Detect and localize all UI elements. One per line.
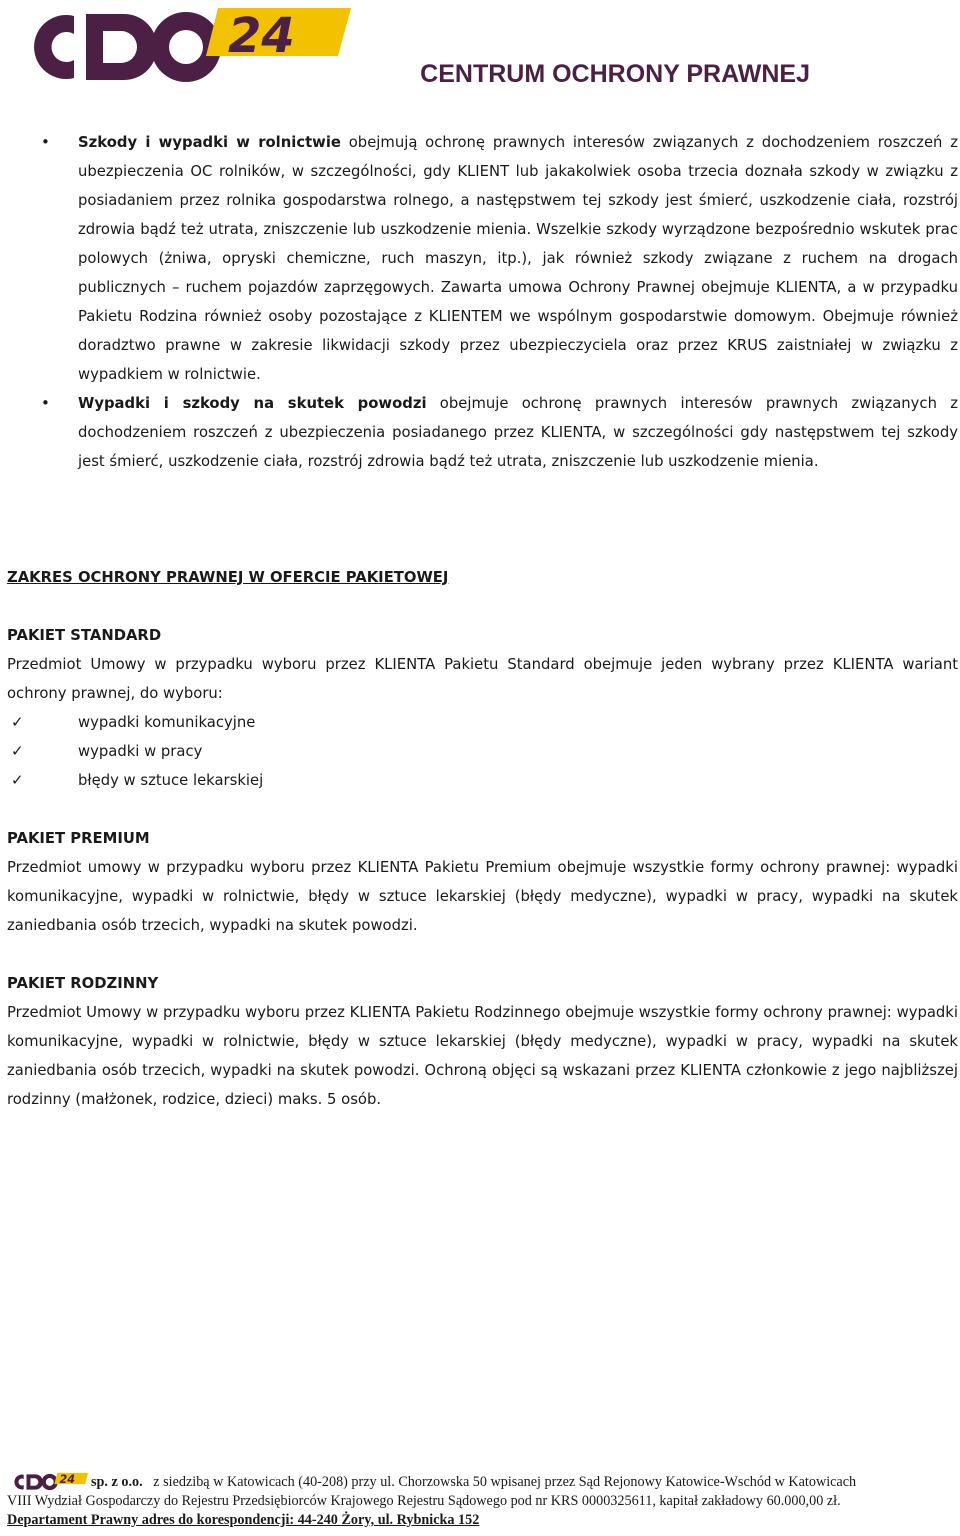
- package-standard-options: [7, 708, 958, 795]
- section-title: ZAKRES OCHRONY PRAWNEJ W OFERCIE PAKIETOWEJ: [7, 569, 449, 586]
- footer-line-2: VIII Wydział Gospodarczy do Rejestru Przedsiębiorców Krajowego Rejestru Sądowego pod nr KRS 0000325611, kapitał zakładowy 60.000,00 zł.: [7, 1493, 841, 1509]
- option-label: wypadki komunikacyjne: [78, 714, 256, 731]
- bullet-text: obejmuje ochronę prawnych interesów prawnych związanych z dochodzeniem roszczeń z ubezpieczenia posiadanego przez KLIENTA, w szczególności gdy następstwem tej szkody jest śmierć, uszkodzenie ciała, rozstrój zdrowia bądź też utrata, zniszczenie lub uszkodzenie mienia.: [78, 395, 958, 470]
- bullet-text: obejmują ochronę prawnych interesów związanych z dochodzeniem roszczeń z ubezpieczenia OC rolników, w szczególności, gdy KLIENT lub jakakolwiek osoba trzecia doznała szkody w związku z posiadaniem przez rolnika gospodarstwa rolnego, a następstwem tej szkody jest śmierć, uszkodzenie ciała, rozstrój zdrowia bądź też utrata, zniszczenie lub uszkodzenie mienia. Wszelkie szkody wyrządzone bezpośrednio wskutek prac polowych (żniwa, opryski chemiczne, ruch maszyn, itp.), jak również szkody związane z ruchem na drogach publicznych – ruchem pojazdów zaprzęgowych. Zawarta umowa Ochrony Prawnej obejmuje KLIENTA, a w przypadku Pakietu Rodzina również osoby pozostające z KLIENTEM we wspólnym gospodarstwie domowym. Obejmuje również doradztwo prawne w zakresie likwidacji szkody przez ubezpieczyciela oraz przez KRUS zaistniałej w związku z wypadkiem w rolnictwie.: [78, 134, 958, 383]
- list-item: [7, 708, 958, 737]
- bullet-agriculture: [7, 128, 958, 389]
- footer-logo: [7, 1472, 89, 1498]
- package-premium-text: Przedmiot umowy w przypadku wyboru przez KLIENTA Pakietu Premium obejmuje wszystkie formy ochrony prawnej: wypadki komunikacyjne, wypadki w rolnictwie, błędy w sztuce lekarskiej (błędy medyczne), wypadki w pracy, wypadki na skutek zaniedbania osób trzecich, wypadki na skutek powodzi.: [7, 859, 958, 934]
- header-title: CENTRUM OCHRONY PRAWNEJ: [420, 60, 810, 88]
- checkmark-icon: ✓: [11, 713, 24, 731]
- footer-line-3: Departament Prawny adres do korespondencji: 44-240 Żory, ul. Rybnicka 152: [7, 1512, 480, 1528]
- bullet-bold-text: Szkody i wypadki w rolnictwie: [78, 134, 341, 151]
- package-premium-heading: PAKIET PREMIUM: [7, 830, 150, 847]
- footer-line-1: [7, 1473, 958, 1492]
- page-footer: [7, 1473, 958, 1530]
- document-body: [7, 128, 958, 1114]
- footer-company-suffix: sp. z o.o.: [91, 1474, 143, 1490]
- bullet-flood: [7, 389, 958, 476]
- footer-address: z siedzibą w Katowicach (40-208) przy ul. Chorzowska 50 wpisanej przez Sąd Rejonowy Katowice-Wschód w Katowicach: [153, 1474, 857, 1490]
- bullet-dot: •: [41, 394, 50, 412]
- svg-text:24: 24: [59, 1473, 76, 1487]
- list-item: [7, 737, 958, 766]
- list-item: [7, 766, 958, 795]
- svg-text:24: 24: [228, 8, 295, 64]
- company-logo: [6, 4, 351, 94]
- package-family-text: Przedmiot Umowy w przypadku wyboru przez KLIENTA Pakietu Rodzinnego obejmuje wszystkie formy ochrony prawnej: wypadki komunikacyjne, wypadki w rolnictwie, błędy w sztuce lekarskiej (błędy medyczne), wypadki w pracy, wypadki na skutek zaniedbania osób trzecich, wypadki na skutek powodzi. Ochroną objęci są wskazani przez KLIENTA członkowie z jego najbliższej rodzinny (małżonek, rodzice, dzieci) maks. 5 osób.: [7, 1004, 958, 1108]
- package-standard-heading: PAKIET STANDARD: [7, 627, 162, 644]
- checkmark-icon: ✓: [11, 742, 24, 760]
- package-family-heading: PAKIET RODZINNY: [7, 975, 159, 992]
- bullet-dot: •: [41, 133, 50, 151]
- option-label: błędy w sztuce lekarskiej: [78, 772, 264, 789]
- option-label: wypadki w pracy: [78, 743, 203, 760]
- package-standard-text: Przedmiot Umowy w przypadku wyboru przez KLIENTA Pakietu Standard obejmuje jeden wybrany przez KLIENTA wariant ochrony prawnej, do wyboru:: [7, 656, 958, 702]
- checkmark-icon: ✓: [11, 771, 24, 789]
- bullet-bold-text: Wypadki i szkody na skutek powodzi: [78, 395, 427, 412]
